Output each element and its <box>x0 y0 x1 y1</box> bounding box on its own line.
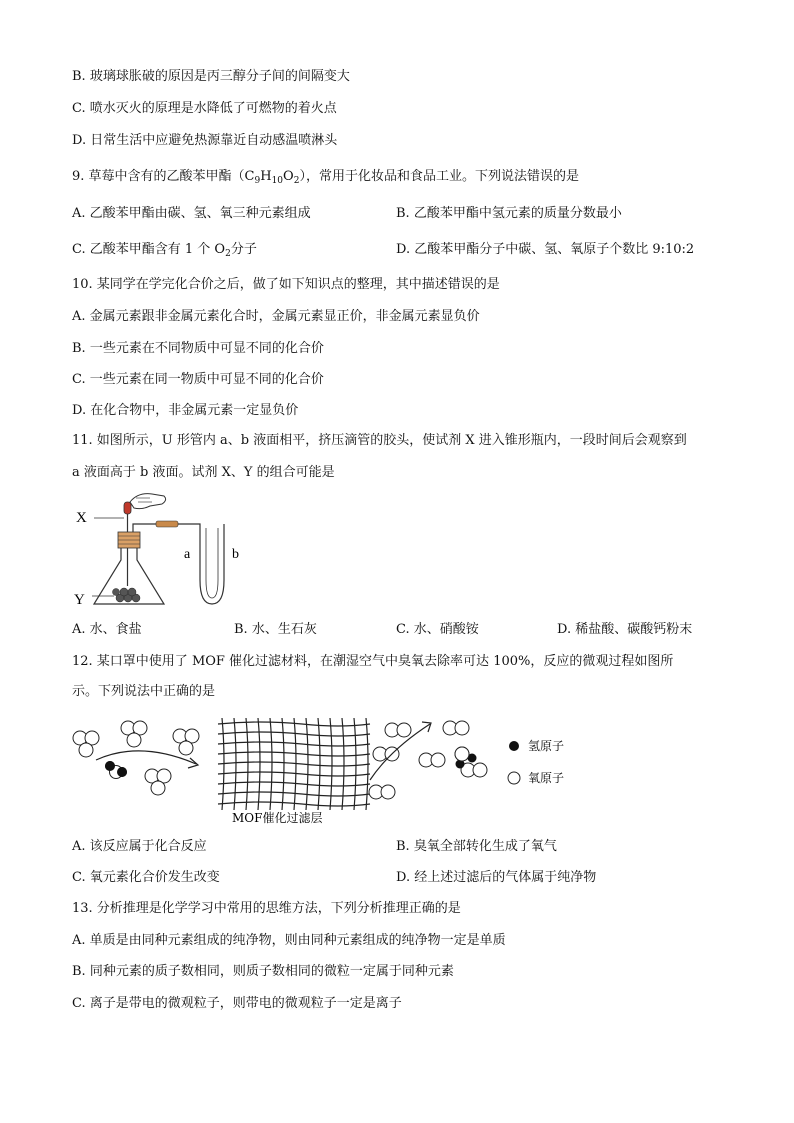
q8-option-c: C. 喷水灭火的原理是水降低了可燃物的着火点 <box>72 101 337 116</box>
q8-option-b: B. 玻璃球胀破的原因是丙三醇分子间的间隔变大 <box>72 69 350 84</box>
q10-option-a: A. 金属元素跟非金属元素化合时，金属元素显正价，非金属元素显负价 <box>72 309 480 324</box>
q9-option-c: C. 乙酸苯甲酯含有 1 个 $O_2$分子 <box>72 242 257 259</box>
q9-stem: 9. 草莓中含有的乙酸苯甲酯$(C_9H_{10}O_2)$，常用于化妆品和食品工业。下列说法错误的是 <box>72 169 579 186</box>
q12-stem-line2: 示。下列说法中正确的是 <box>72 684 216 699</box>
q9-option-b: B. 乙酸苯甲酯中氢元素的质量分数最小 <box>396 206 622 221</box>
label-a: a <box>184 547 191 562</box>
label-x: X <box>76 510 87 526</box>
flask-u-tube-diagram <box>72 488 272 618</box>
q13-option-c: C. 离子是带电的微观粒子，则带电的微观粒子一定是离子 <box>72 996 402 1011</box>
q11-option-c: C. 水、硝酸铵 <box>396 622 479 637</box>
legend-oxygen: 氧原子 <box>528 771 565 785</box>
q10-stem: 10. 某同学在学完化合价之后，做了如下知识点的整理，其中描述错误的是 <box>72 277 500 292</box>
q9-option-d: D. 乙酸苯甲酯分子中碳、氢、氧原子个数比 9:10:2 <box>396 242 695 257</box>
q9-option-a: A. 乙酸苯甲酯由碳、氢、氧三种元素组成 <box>72 206 311 221</box>
q10-option-b: B. 一些元素在不同物质中可显不同的化合价 <box>72 341 324 356</box>
q12-option-d: D. 经上述过滤后的气体属于纯净物 <box>396 870 597 885</box>
q11-option-b: B. 水、生石灰 <box>234 622 317 637</box>
oxygen-atom-icon <box>508 772 520 784</box>
q13-option-b: B. 同种元素的质子数相同，则质子数相同的微粒一定属于同种元素 <box>72 964 454 979</box>
q12-option-a: A. 该反应属于化合反应 <box>72 839 207 854</box>
q11-option-d: D. 稀盐酸、碳酸钙粉末 <box>557 622 693 637</box>
mof-reaction-diagram <box>70 710 590 826</box>
q11-stem-line1: 11. 如图所示，U 形管内 a、b 液面相平，挤压滴管的胶头，使试剂 X 进入锥形瓶内，一段时间后会观察到 <box>72 433 687 448</box>
q8-option-d: D. 日常生活中应避免热源靠近自动感温喷淋头 <box>72 133 338 148</box>
q11-option-a: A. 水、食盐 <box>72 622 142 637</box>
label-b: b <box>232 547 239 562</box>
q12-option-c: C. 氧元素化合价发生改变 <box>72 870 220 885</box>
q11-stem-line2: a 液面高于 b 液面。试剂 X、Y 的组合可能是 <box>72 465 335 480</box>
legend-hydrogen: 氢原子 <box>528 739 565 753</box>
q9-formula: $C_9H_{10}O_2$ <box>244 169 300 186</box>
filter-caption: MOF催化过滤层 <box>232 811 323 825</box>
q13-option-a: A. 单质是由同种元素组成的纯净物，则由同种元素组成的纯净物一定是单质 <box>72 933 506 948</box>
q13-stem: 13. 分析推理是化学学习中常用的思维方法，下列分析推理正确的是 <box>72 901 461 916</box>
q12-stem-line1: 12. 某口罩中使用了 MOF 催化过滤材料，在潮湿空气中臭氧去除率可达 100%，反应的微观过程如图所 <box>72 654 674 669</box>
q12-option-b: B. 臭氧全部转化生成了氧气 <box>396 839 557 854</box>
q10-option-d: D. 在化合物中，非金属元素一定显负价 <box>72 403 299 418</box>
hydrogen-atom-icon <box>509 741 519 751</box>
q10-option-c: C. 一些元素在同一物质中可显不同的化合价 <box>72 372 324 387</box>
label-y: Y <box>74 592 85 608</box>
